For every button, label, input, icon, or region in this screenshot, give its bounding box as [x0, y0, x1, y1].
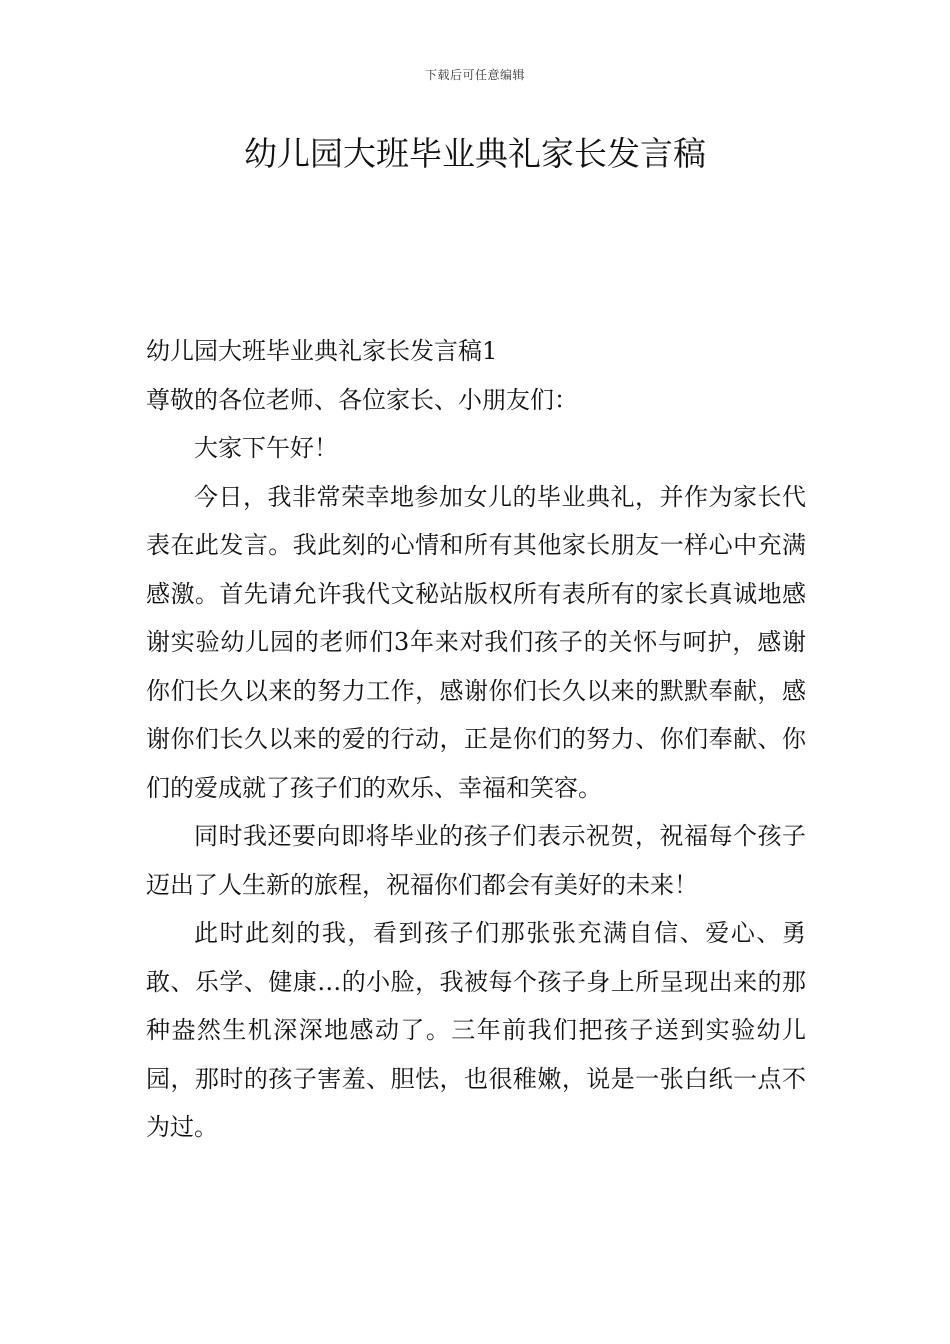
section-heading: 幼儿园大班毕业典礼家长发言稿1 [146, 337, 498, 365]
document-body [146, 327, 806, 1152]
salutation: 尊敬的各位老师、各位家长、小朋友们： [146, 385, 578, 414]
paragraph-greeting: 大家下午好！ [194, 434, 338, 462]
paragraph-gratitude: 今日，我非常荣幸地参加女儿的毕业典礼，并作为家长代表在此发言。我此刻的心情和所有其他家长朋友一样心中充满感激。首先请允许我代文秘站版权所有表所有的家长真诚地感谢实验幼儿园的老师们3年来对我们孩子的关怀与呵护，感谢你们长久以来的努力工作，感谢你们长久以来的默默奉献，感谢你们长久以来的爱的行动，正是你们的努力、你们奉献、你们的爱成就了孩子们的欢乐、幸福和笑容。 [146, 482, 806, 802]
document-title: 幼儿园大班毕业典礼家长发言稿 [244, 134, 706, 173]
paragraph-congratulations: 同时我还要向即将毕业的孩子们表示祝贺，祝福每个孩子迈出了人生新的旅程，祝福你们都会有美好的未来！ [146, 822, 806, 899]
paragraph-reflection: 此时此刻的我，看到孩子们那张张充满自信、爱心、勇敢、乐学、健康…的小脸，我被每个孩子身上所呈现出来的那种盎然生机深深地感动了。三年前我们把孩子送到实验幼儿园，那时的孩子害羞、胆怯，也很稚嫩，说是一张白纸一点不为过。 [146, 919, 806, 1141]
header-note: 下载后可任意编辑 [424, 68, 525, 82]
